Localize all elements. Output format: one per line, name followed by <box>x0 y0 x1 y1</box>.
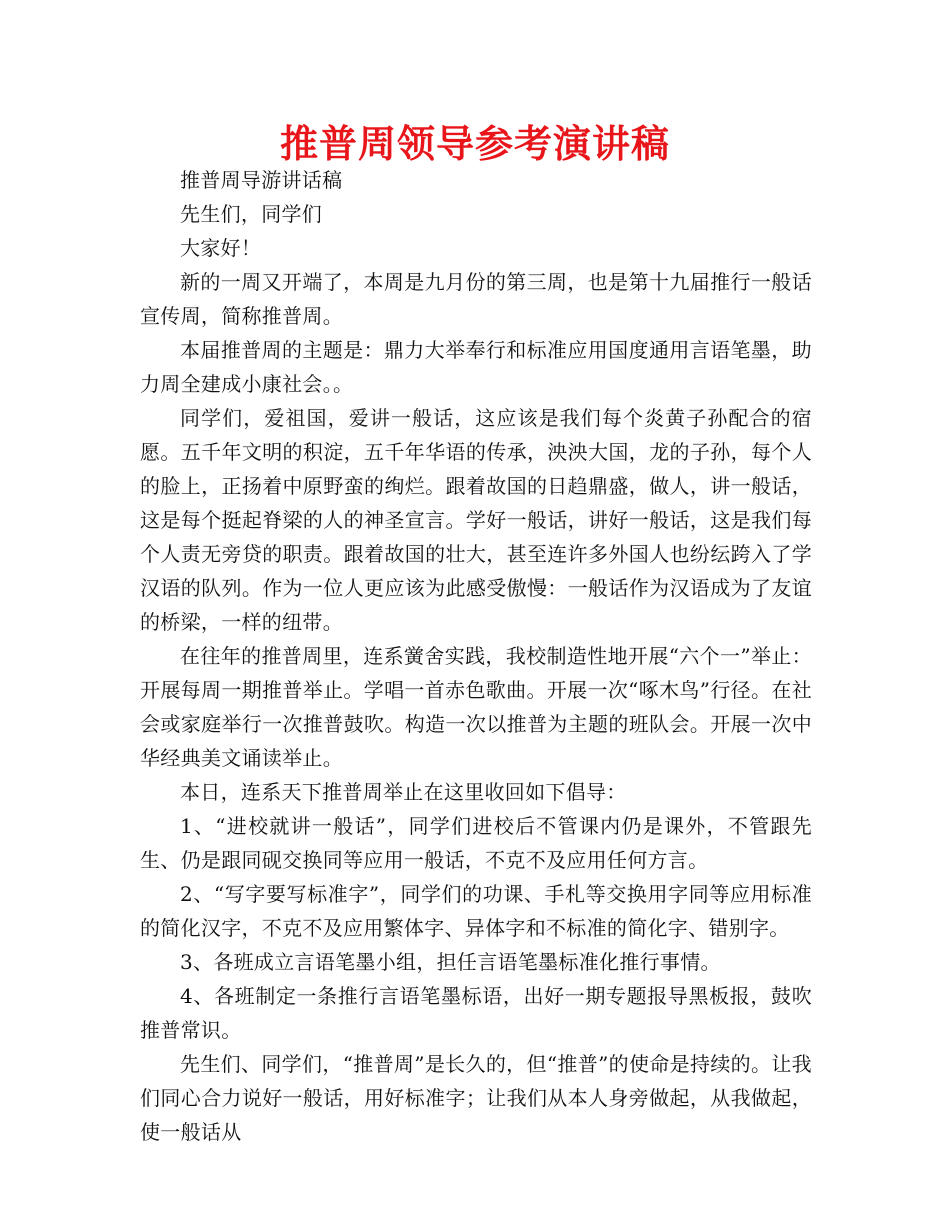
paragraph-list-item: 3、各班成立言语笔墨小组，担任言语笔墨标准化推行事情。 <box>180 950 721 974</box>
paragraph-list-item: 1、“进校就讲一般话”，同学们进校后不管课内仍是课外，不管跟先生、仍是跟同砚交换同等应用一般话，不克不及应用任何方言。 <box>140 814 812 872</box>
paragraph: 先生们、同学们，“推普周”是长久的，但“推普”的使命是持续的。让我们同心合力说好一般话，用好标准字；让我们从本人身旁做起，从我做起，使一般话从 <box>140 1052 812 1144</box>
paragraph-greeting: 大家好！ <box>180 236 262 260</box>
document-body <box>140 163 812 1149</box>
paragraph-list-item: 4、各班制定一条推行言语笔墨标语，出好一期专题报导黑板报，鼓吹推普常识。 <box>140 984 812 1042</box>
paragraph: 新的一周又开端了，本周是九月份的第三周，也是第十九届推行一般话宣传周，简称推普周。 <box>140 270 812 328</box>
paragraph: 在往年的推普周里，连系黉舍实践，我校制造性地开展“六个一”举止：开展每周一期推普举止。学唱一首赤色歌曲。开展一次“啄木鸟”行径。在社会或家庭举行一次推普鼓吹。构造一次以推普为主题的班队会。开展一次中华经典美文诵读举止。 <box>140 644 812 770</box>
document-title: 推普周领导参考演讲稿 <box>279 122 670 166</box>
paragraph-list-item: 2、“写字要写标准字”，同学们的功课、手札等交换用字同等应用标准的简化汉字，不克不及应用繁体字、异体字和不标准的简化字、错别字。 <box>140 882 812 940</box>
paragraph: 同学们，爱祖国，爱讲一般话，这应该是我们每个炎黄子孙配合的宿愿。五千年文明的积淀，五千年华语的传承，泱泱大国，龙的子孙，每个人的脸上，正扬着中原野蛮的绚烂。跟着故国的日趋鼎盛，做人，讲一般话，这是每个挺起脊梁的人的神圣宣言。学好一般话，讲好一般话，这是我们每个人责无旁贷的职责。跟着故国的壮大，甚至连许多外国人也纷纭跨入了学汉语的队列。作为一位人更应该为此感受傲慢：一般话作为汉语成为了友谊的桥梁，一样的纽带。 <box>140 406 812 634</box>
paragraph-subtitle: 推普周导游讲话稿 <box>180 168 343 192</box>
paragraph: 本届推普周的主题是：鼎力大举奉行和标准应用国度通用言语笔墨，助力周全建成小康社会。。 <box>140 338 812 396</box>
paragraph: 本日，连系天下推普周举止在这里收回如下倡导： <box>180 780 627 804</box>
paragraph-salutation: 先生们，同学们 <box>180 202 323 226</box>
